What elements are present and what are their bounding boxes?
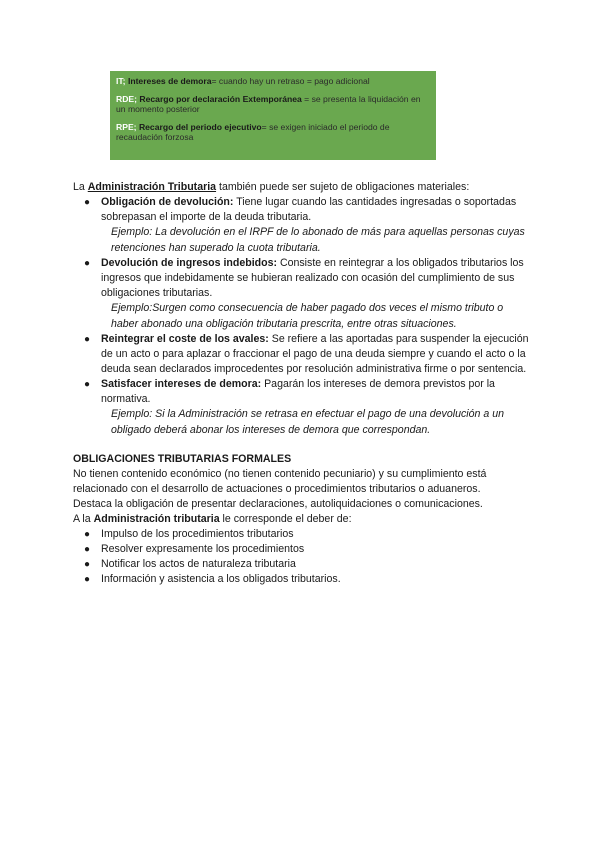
summary-item-rpe: RPE; Recargo del periodo ejecutivo= se exigen iniciado el periodo de recaudación forzosa xyxy=(116,121,390,142)
list-item: ● Resolver expresamente los procedimientos xyxy=(84,543,305,555)
list-item: ● Impulso de los procedimientos tributarios xyxy=(84,528,294,540)
bullet-icon: ● xyxy=(84,544,91,555)
formal-paragraph-2: Destaca la obligación de presentar declaraciones, autoliquidaciones o comunicaciones. xyxy=(73,498,483,510)
list-item: ● Notificar los actos de naturaleza tributaria xyxy=(84,558,296,570)
list-item: ● Obligación de devolución: Tiene lugar cuando las cantidades ingresadas o soportadas sobrepasan el importe de la deuda tributaria. Ejemplo: La devolución en el IRPF de lo abonado de más para aquellas personas cuyas retenciones han superado la cuota tributaria. xyxy=(73,195,533,256)
bullet-icon: ● xyxy=(84,559,91,570)
summary-item-it: IT; Intereses de demora= cuando hay un retraso = pago adicional xyxy=(116,76,370,86)
list-item: ● Información y asistencia a los obligados tributarios. xyxy=(84,573,341,585)
intro-paragraph: La Administración Tributaria también puede ser sujeto de obligaciones materiales: xyxy=(73,181,470,193)
bullet-icon: ● xyxy=(84,334,91,345)
material-obligations-list xyxy=(73,195,533,438)
bullet-icon: ● xyxy=(84,258,91,269)
document-body xyxy=(73,180,533,587)
bullet-icon: ● xyxy=(84,197,91,208)
example-text: Ejemplo:Surgen como consecuencia de haber pagado dos veces el mismo tributo o haber abonado una obligación tributaria prescrita, entre otras situaciones. xyxy=(111,302,504,330)
section-title: OBLIGACIONES TRIBUTARIAS FORMALES xyxy=(73,453,292,465)
summary-item-rde: RDE; Recargo por declaración Extemporánea = se presenta la liquidación en un momento posterior xyxy=(116,93,421,114)
bullet-icon: ● xyxy=(84,574,91,585)
formal-paragraph-1: No tienen contenido económico (no tienen contenido pecuniario) y su cumplimiento está relacionado con el desarrollo de actuaciones o procedimientos tributarios o aduaneros. xyxy=(73,468,487,495)
formal-paragraph-3: A la Administración tributaria le corresponde el deber de: xyxy=(73,513,352,525)
list-item: ● Satisfacer intereses de demora: Pagarán los intereses de demora previstos por la normativa. Ejemplo: Si la Administración se retrasa en efectuar el pago de una devolución a un obligado deberá abonar los intereses de demora que correspondan. xyxy=(73,377,533,438)
bullet-icon: ● xyxy=(84,529,91,540)
duties-list xyxy=(73,527,533,587)
bullet-icon: ● xyxy=(84,379,91,390)
example-text: Ejemplo: Si la Administración se retrasa en efectuar el pago de una devolución a un obligado deberá abonar los intereses de demora que correspondan. xyxy=(111,408,504,436)
list-item: ● Devolución de ingresos indebidos: Consiste en reintegrar a los obligados tributarios los ingresos que indebidamente se hubieran realizado con ocasión del cumplimiento de sus obligaciones tributarias. Ejemplo:Surgen como consecuencia de haber pagado dos veces el mismo tributo o haber abonado una obligación tributaria prescrita, entre otras situaciones. xyxy=(73,256,533,332)
list-item: ● Reintegrar el coste de los avales: Se refiere a las aportadas para suspender la ejecución de un acto o para aplazar o fraccionar el pago de una deuda siempre y cuando el acto o la deuda sean declarados improcedentes por resolución administrativa firme o por sentencia. xyxy=(84,333,529,375)
example-text: Ejemplo: La devolución en el IRPF de lo abonado de más para aquellas personas cuyas retenciones han superado la cuota tributaria. xyxy=(111,226,525,254)
summary-box xyxy=(110,71,436,160)
admin-tributaria-link: Administración Tributaria xyxy=(87,181,217,193)
